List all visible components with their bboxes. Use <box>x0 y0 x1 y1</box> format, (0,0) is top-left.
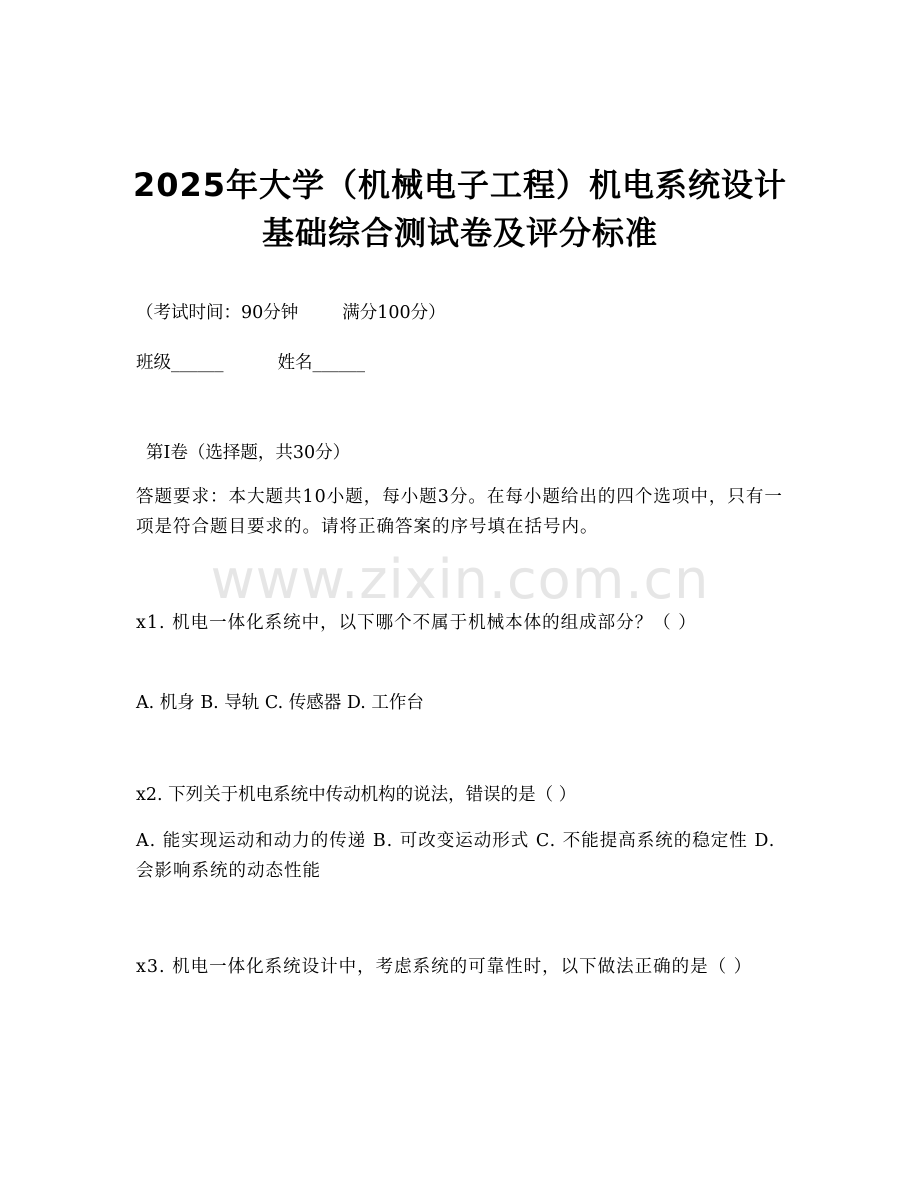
question-1-options: A. 机身 B. 导轨 C. 传感器 D. 工作台 <box>136 693 424 713</box>
instructions: 答题要求：本大题共10小题，每小题3分。在每小题给出的四个选项中，只有一项是符合题目要求的。请将正确答案的序号填在括号内。 <box>136 487 783 537</box>
question-1-stem: x1. 机电一体化系统中，以下哪个不属于机械本体的组成部分？（ ） <box>136 613 697 633</box>
exam-info <box>136 300 786 326</box>
watermark: www.zixin.com.cn <box>210 548 710 611</box>
question-3-stem: x3. 机电一体化系统设计中，考虑系统的可靠性时，以下做法正确的是（ ） <box>136 957 753 977</box>
doc-title-line1: 2025年大学（机械电子工程）机电系统设计 <box>132 166 788 204</box>
question-2-options: A. 能实现运动和动力的传递 B. 可改变运动形式 C. 不能提高系统的稳定性 D. 会影响系统的动态性能 <box>136 831 776 881</box>
exam-full-score: 满分100分） <box>342 303 446 323</box>
doc-title-line2: 基础综合测试卷及评分标准 <box>261 214 658 252</box>
name-field: 姓名______ <box>277 353 365 373</box>
section-title: 第I卷（选择题，共30分） <box>146 443 351 463</box>
exam-time: （考试时间：90分钟 <box>136 303 299 323</box>
question-2-stem: x2. 下列关于机电系统中传动机构的说法，错误的是（ ） <box>136 785 577 805</box>
student-info <box>136 350 786 376</box>
class-field: 班级______ <box>136 353 224 373</box>
